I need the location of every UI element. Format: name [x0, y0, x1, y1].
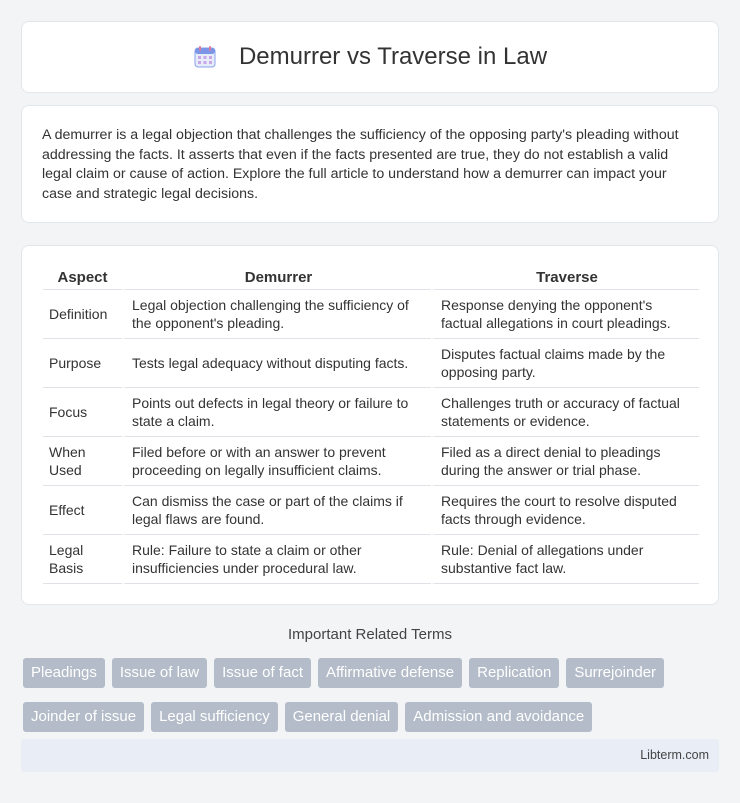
aspect-cell: Focus	[43, 388, 122, 437]
intro-card	[21, 105, 719, 223]
intro-text: A demurrer is a legal objection that challenges the sufficiency of the opposing party's pleading without addressing the facts. It asserts that even if the facts presented are true, they do not establish a valid legal claim or cause of action. Explore the full article to understand how a demurrer can impact your case and strategic legal decisions.	[42, 127, 679, 202]
demurrer-cell: Tests legal adequacy without disputing facts.	[122, 339, 431, 388]
aspect-cell: Effect	[43, 486, 122, 535]
table-header-row	[43, 266, 699, 290]
demurrer-cell: Points out defects in legal theory or failure to state a claim.	[122, 388, 431, 437]
term-tag[interactable]: Admission and avoidance	[405, 702, 592, 732]
footer	[21, 739, 719, 772]
related-terms-list	[23, 658, 713, 732]
comparison-table	[43, 266, 699, 584]
footer-site-link[interactable]: Libterm.com	[640, 748, 709, 762]
term-tag[interactable]: Pleadings	[23, 658, 105, 688]
aspect-cell: Legal Basis	[43, 535, 122, 584]
aspect-cell: Purpose	[43, 339, 122, 388]
aspect-cell: Definition	[43, 290, 122, 339]
demurrer-cell: Can dismiss the case or part of the claims if legal flaws are found.	[122, 486, 431, 535]
table-row	[43, 486, 699, 535]
term-tag[interactable]: Issue of law	[112, 658, 207, 688]
term-tag[interactable]: Surrejoinder	[566, 658, 664, 688]
page-title: Demurrer vs Traverse in Law	[238, 43, 548, 70]
table-row	[43, 388, 699, 437]
demurrer-cell: Filed before or with an answer to prevent proceeding on legally insufficient claims.	[122, 437, 431, 486]
table-row	[43, 290, 699, 339]
header-aspect: Aspect	[43, 266, 122, 290]
demurrer-cell: Legal objection challenging the sufficiency of the opponent's pleading.	[122, 290, 431, 339]
traverse-cell: Disputes factual claims made by the opposing party.	[431, 339, 699, 388]
term-tag[interactable]: Affirmative defense	[318, 658, 462, 688]
table-row	[43, 437, 699, 486]
title-wrap	[193, 43, 547, 71]
term-tag[interactable]: Legal sufficiency	[151, 702, 278, 732]
traverse-cell: Filed as a direct denial to pleadings during the answer or trial phase.	[431, 437, 699, 486]
header-card	[21, 21, 719, 93]
table-row	[43, 535, 699, 584]
term-tag[interactable]: Replication	[469, 658, 559, 688]
term-tag[interactable]: General denial	[285, 702, 399, 732]
calendar-icon	[193, 45, 217, 69]
related-terms-heading: Important Related Terms	[288, 626, 452, 643]
aspect-cell: When Used	[43, 437, 122, 486]
traverse-cell: Rule: Denial of allegations under substantive fact law.	[431, 535, 699, 584]
header-demurrer: Demurrer	[122, 266, 431, 290]
traverse-cell: Response denying the opponent's factual allegations in court pleadings.	[431, 290, 699, 339]
traverse-cell: Requires the court to resolve disputed facts through evidence.	[431, 486, 699, 535]
traverse-cell: Challenges truth or accuracy of factual statements or evidence.	[431, 388, 699, 437]
table-row	[43, 339, 699, 388]
header-traverse: Traverse	[431, 266, 699, 290]
term-tag[interactable]: Issue of fact	[214, 658, 311, 688]
term-tag[interactable]: Joinder of issue	[23, 702, 144, 732]
comparison-card	[21, 245, 719, 605]
demurrer-cell: Rule: Failure to state a claim or other insufficiencies under procedural law.	[122, 535, 431, 584]
